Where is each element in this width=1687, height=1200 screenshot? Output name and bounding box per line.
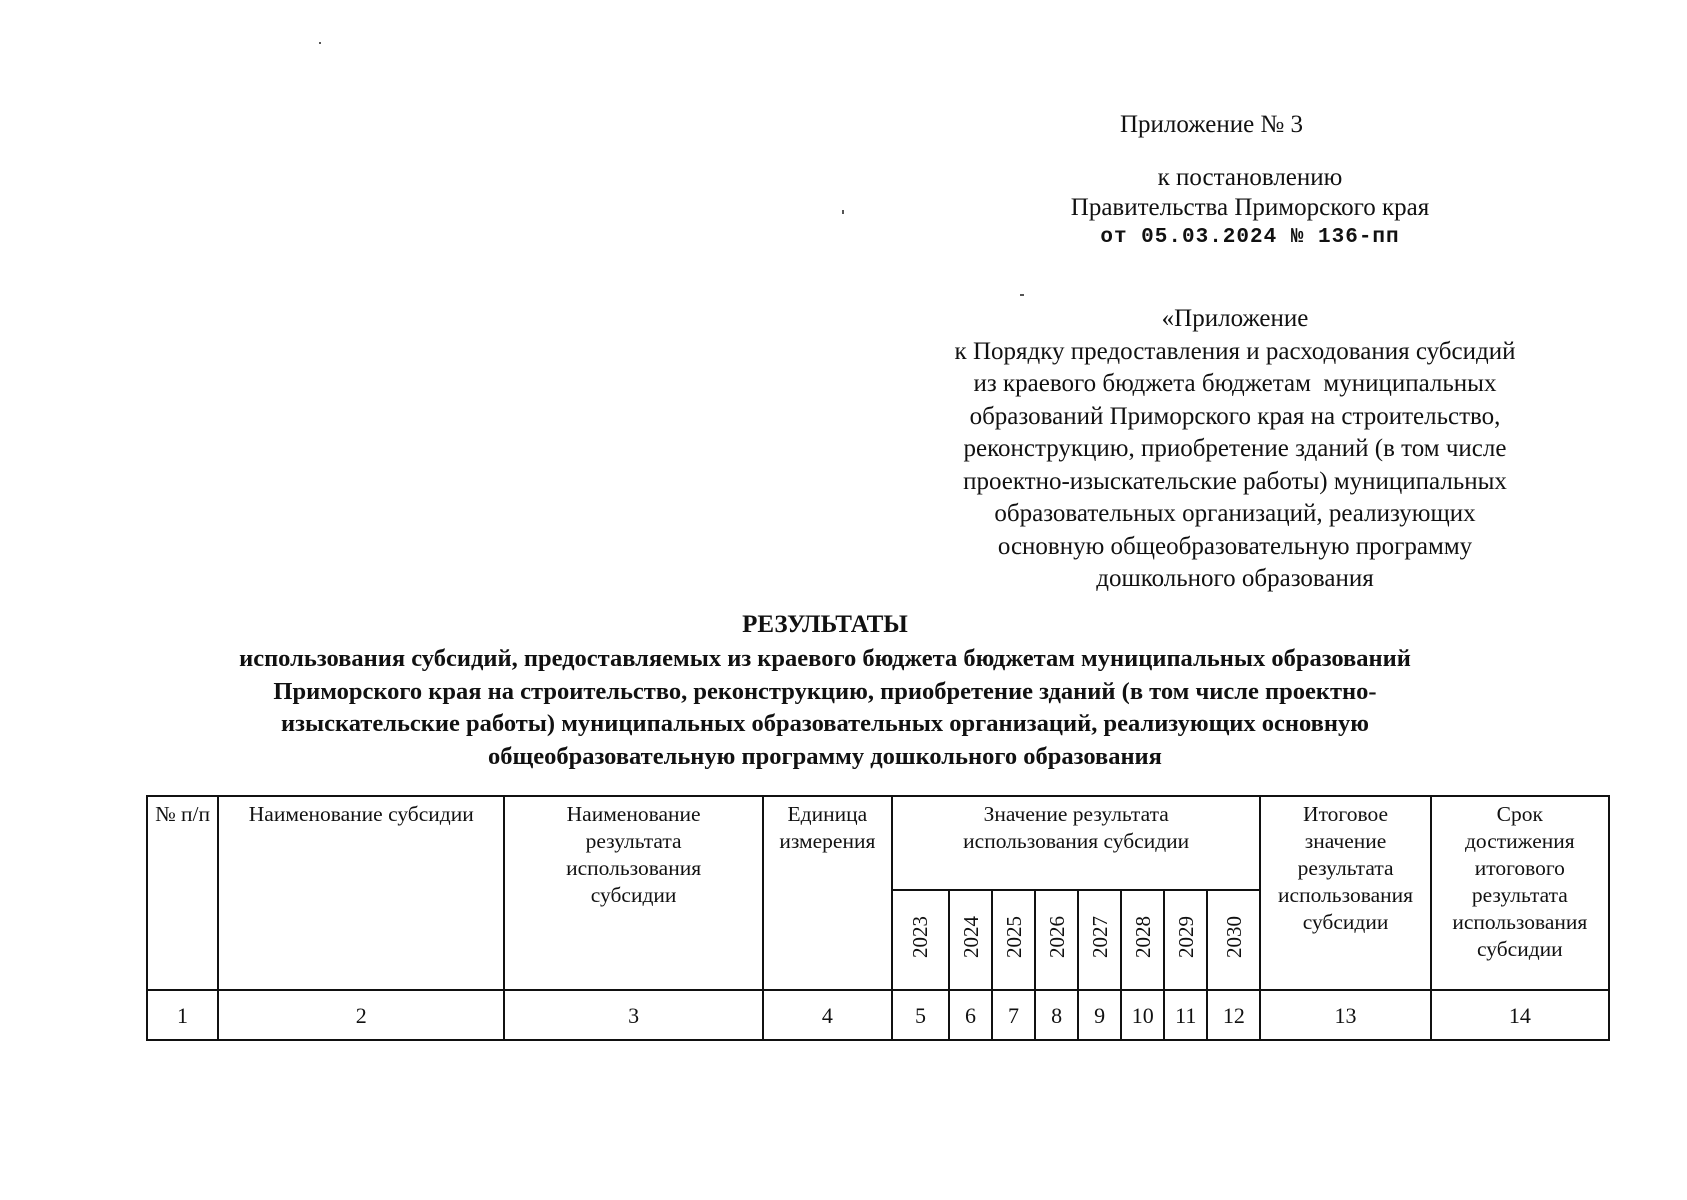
results-table — [146, 795, 1610, 1041]
year-label: 2026 — [1044, 915, 1069, 958]
column-header-value-group: Значение результата использования субсидии — [892, 796, 1261, 890]
subtitle-line: общеобразовательную программу дошкольного образования — [488, 742, 1162, 770]
year-header — [1078, 890, 1121, 990]
subtitle-line: Приморского края на строительство, реконструкцию, приобретение зданий (в том числе проектно- — [273, 677, 1377, 705]
column-number-cell: 6 — [949, 990, 992, 1040]
procedure-line: дошкольного образования — [1096, 565, 1374, 592]
year-header — [1121, 890, 1164, 990]
results-subtitle — [140, 643, 1510, 773]
decree-line-2: Правительства Приморского края — [1070, 194, 1430, 221]
column-number-cell: 10 — [1121, 990, 1164, 1040]
column-number-cell: 14 — [1431, 990, 1609, 1040]
column-number-cell: 5 — [892, 990, 949, 1040]
year-header — [992, 890, 1035, 990]
results-title: РЕЗУЛЬТАТЫ — [742, 611, 908, 638]
column-number-cell: 11 — [1164, 990, 1207, 1040]
column-number-cell: 12 — [1207, 990, 1260, 1040]
decree-date: от 05.03.2024 № 136-пп — [1100, 226, 1400, 249]
year-header — [1164, 890, 1207, 990]
column-number-cell: 1 — [147, 990, 218, 1040]
column-header-number: № п/п — [147, 796, 218, 990]
column-number-cell: 13 — [1260, 990, 1430, 1040]
column-number-cell: 9 — [1078, 990, 1121, 1040]
column-number-cell: 7 — [992, 990, 1035, 1040]
year-label: 2030 — [1221, 915, 1246, 958]
column-number-cell: 2 — [218, 990, 504, 1040]
column-header-result-name: Наименование результата использования субсидии — [504, 796, 762, 990]
procedure-line: проектно-изыскательские работы) муниципальных — [963, 467, 1507, 495]
year-label: 2023 — [908, 915, 933, 958]
procedure-line: образовательных организаций, реализующих — [994, 500, 1476, 527]
decree-reference — [1040, 163, 1460, 253]
column-number-cell: 8 — [1035, 990, 1078, 1040]
year-header — [949, 890, 992, 990]
year-label: 2028 — [1130, 915, 1155, 958]
year-header — [892, 890, 949, 990]
year-label: 2029 — [1173, 915, 1198, 958]
column-header-subsidy-name: Наименование субсидии — [218, 796, 504, 990]
decree-line-1: к постановлению — [1157, 164, 1343, 191]
year-label: 2027 — [1087, 915, 1112, 958]
procedure-line: образований Приморского края на строительство, — [969, 402, 1501, 430]
scan-speck — [842, 210, 844, 214]
column-number-cell: 3 — [504, 990, 762, 1040]
year-label: 2024 — [958, 915, 983, 958]
column-header-unit: Единица измерения — [763, 796, 892, 990]
procedure-line: реконструкцию, приобретение зданий (в том числе — [963, 435, 1507, 462]
year-header — [1207, 890, 1260, 990]
subtitle-line: изыскательские работы) муниципальных образовательных организаций, реализующих основную — [280, 710, 1369, 737]
column-header-deadline: Срок достижения итогового результата использования субсидии — [1431, 796, 1609, 990]
procedure-reference — [895, 303, 1575, 596]
procedure-line: основную общеобразовательную программу — [997, 532, 1473, 560]
column-number-cell: 4 — [763, 990, 892, 1040]
column-number-row — [147, 990, 1609, 1040]
year-header — [1035, 890, 1078, 990]
year-label: 2025 — [1001, 915, 1026, 958]
procedure-line: «Приложение — [1161, 305, 1309, 332]
appendix-title: Приложение № 3 — [1120, 111, 1304, 138]
subtitle-line: использования субсидий, предоставляемых из краевого бюджета бюджетам муниципальных образований — [239, 645, 1411, 672]
column-header-final-value: Итоговое значение результата использования субсидии — [1260, 796, 1430, 990]
procedure-line: к Порядку предоставления и расходования субсидий — [954, 337, 1516, 365]
procedure-line: из краевого бюджета бюджетам муниципальных — [973, 370, 1497, 397]
header-row — [147, 796, 1609, 890]
scan-speck — [1020, 294, 1024, 296]
scan-speck — [319, 42, 321, 44]
